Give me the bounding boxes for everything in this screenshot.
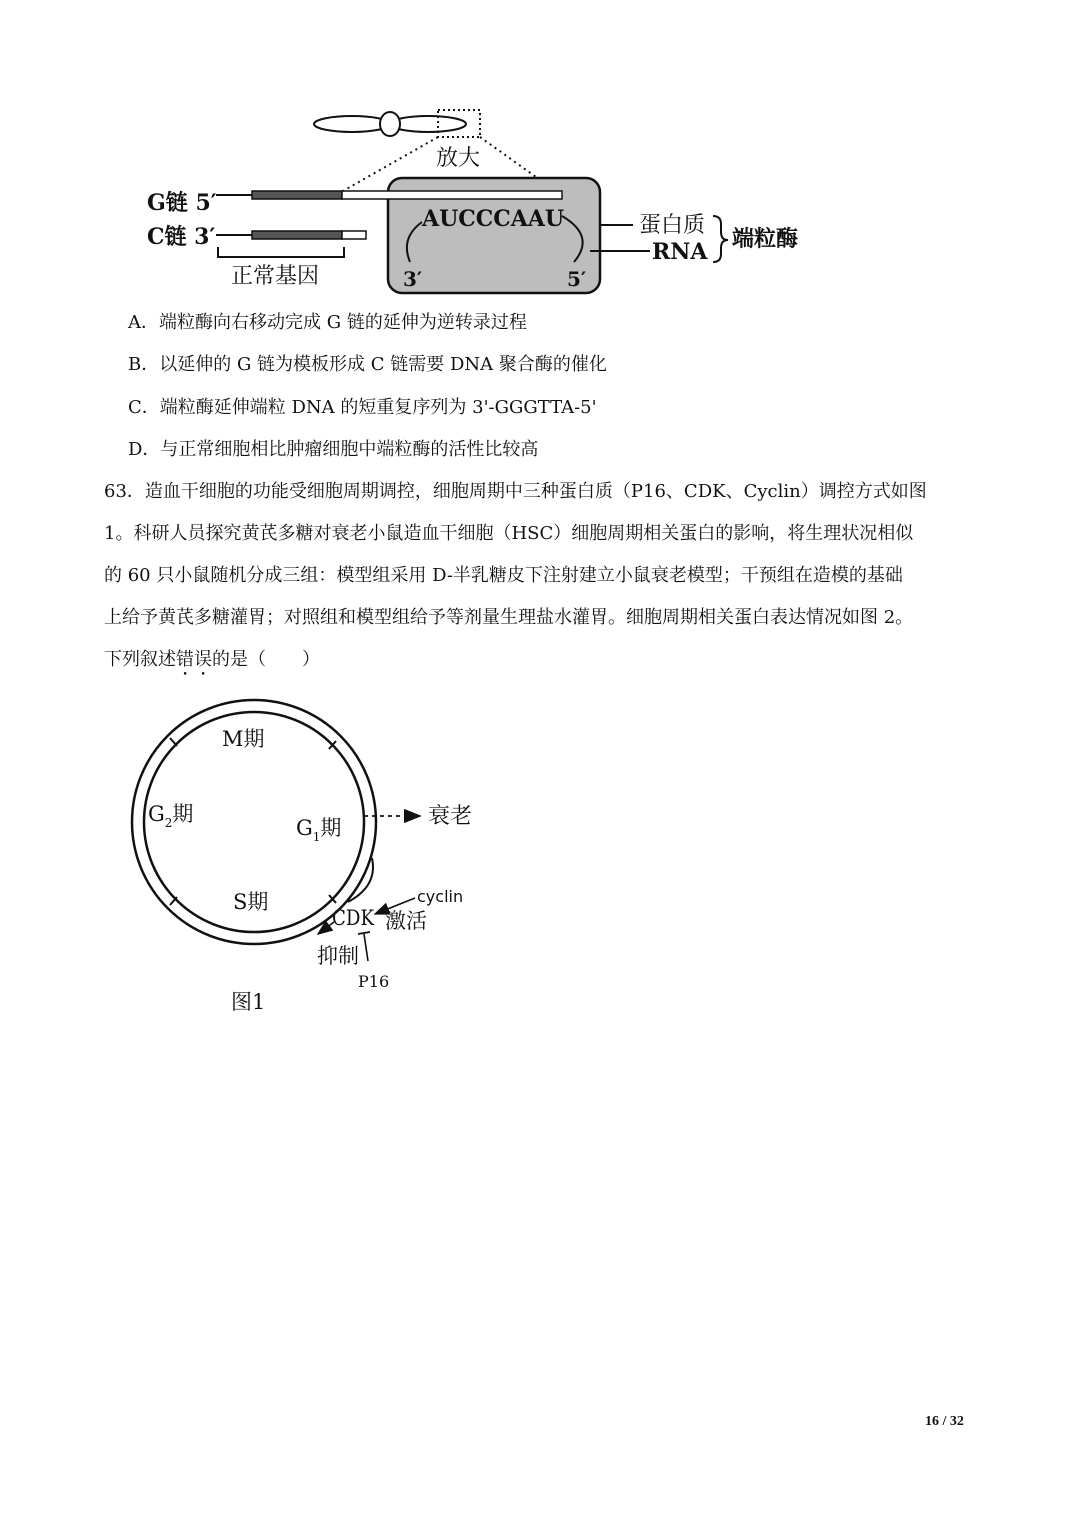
g-strand-label: G链 5′ (147, 190, 217, 216)
q63-emphasis-word: 错误 (176, 649, 212, 670)
normal-gene-label: 正常基因 (231, 264, 320, 289)
normal-gene-bracket (218, 247, 344, 257)
aging-label: 衰老 (428, 804, 473, 829)
c-strand-label: C链 3′ (147, 224, 216, 250)
q63-prefix: 下列叙述 (104, 649, 176, 670)
p16-inhibit-line (364, 934, 368, 961)
question-63-stem (104, 471, 980, 681)
activate-label: 激活 (385, 909, 427, 933)
protein-label: 蛋白质 (639, 213, 706, 238)
rna-5prime: 5′ (567, 267, 587, 291)
zoom-line-right (480, 137, 543, 182)
q63-line-5 (104, 639, 980, 681)
rna-3prime: 3′ (403, 267, 423, 291)
cyclin-label: cyclin (417, 887, 464, 906)
m-phase-label: M期 (222, 727, 265, 751)
p16-label: P16 (358, 972, 390, 991)
q63-line-4: 上给予黄芪多糖灌胃；对照组和模型组给予等剂量生理盐水灌胃。细胞周期相关蛋白表达情况如图 2。 (104, 607, 914, 628)
inhibit-label: 抑制 (317, 944, 359, 968)
cell-cycle-figure (0, 690, 1080, 1030)
telomerase-figure (0, 0, 1080, 310)
s-phase-label: S期 (233, 890, 269, 914)
q63-line-2: 1。科研人员探究黄芪多糖对衰老小鼠造血干细胞（HSC）细胞周期相关蛋白的影响，将生理状况相似 (104, 523, 914, 544)
c-strand-dna (252, 231, 342, 239)
g-strand-extension (342, 191, 562, 199)
enzyme-label: 端粒酶 (732, 226, 799, 252)
chromosome-icon (314, 112, 466, 136)
g-strand-dna (252, 191, 342, 199)
q63-line-1: 63．造血干细胞的功能受细胞周期调控，细胞周期中三种蛋白质（P16、CDK、Cyclin）调控方式如图 (104, 481, 927, 502)
page-number: 16 / 32 (925, 1414, 964, 1429)
option-a: A．端粒酶向右移动完成 G 链的延伸为逆转录过程 (128, 312, 527, 333)
option-d: D．与正常细胞相比肿瘤细胞中端粒酶的活性比较高 (128, 439, 539, 460)
rna-label: RNA (652, 239, 708, 265)
figure-1-caption: 图1 (231, 990, 266, 1014)
q63-line-3: 的 60 只小鼠随机分成三组：模型组采用 D-半乳糖皮下注射建立小鼠衰老模型；干预组在造模的基础 (104, 565, 903, 586)
zoom-label: 放大 (436, 146, 481, 171)
g1-phase-label: $G_1$期 (296, 816, 342, 844)
rna-sequence: AUCCCAAU (422, 206, 565, 232)
option-c: C．端粒酶延伸端粒 DNA 的短重复序列为 3'-GGGTTA-5' (128, 397, 597, 418)
q63-suffix: 的是（ ） (212, 649, 320, 670)
enzyme-brace (713, 216, 728, 262)
option-b: B．以延伸的 G 链为模板形成 C 链需要 DNA 聚合酶的催化 (128, 354, 607, 375)
c-strand-end (342, 231, 366, 239)
g2-phase-label: $G_2$期 (148, 802, 194, 830)
cdk-label: CDK (332, 906, 375, 930)
